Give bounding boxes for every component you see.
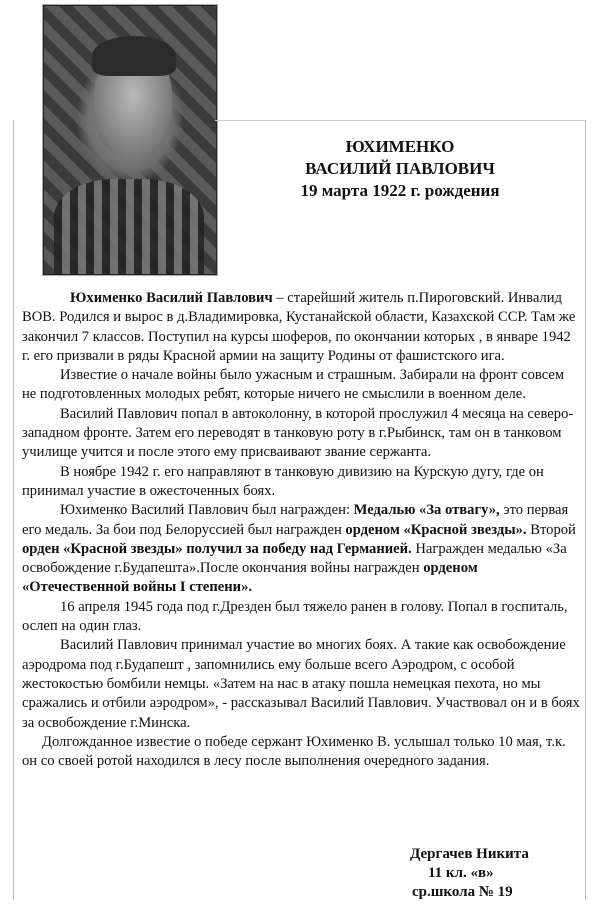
frame-border-right [585,120,586,900]
awards-bold-3: орден «Красной звезды» получил за победу над Германией. [22,540,412,557]
paragraph-war-start: Известие о начале войны было ужасным и страшным. Забирали на фронт совсем не подготовленных молодых ребят, которые ничего не смыслили в военном деле. [22,367,565,403]
paragraph-awards [22,501,582,597]
signature-class: 11 кл. «в» [428,865,494,881]
paragraph-kursk: В ноябре 1942 г. его направляют в танковую дивизию на Курскую дугу, где он принимал участие в ожесточенных боях. [22,463,544,499]
photo-shirt [54,179,204,274]
paragraph-intro [22,289,582,366]
awards-text-3: Второй [526,521,576,538]
title-birth: 19 марта 1922 г. рождения [300,181,500,200]
signature-author: Дергачев Никита [410,846,529,862]
signature-block [410,845,590,902]
awards-text-1: Юхименко Василий Павлович был награжден: [60,502,354,519]
paragraph-battles: Василий Павлович принимал участие во многих боях. А такие как освобождение аэродрома под г.Будапешт , запомнились ему больше всего Аэродром, с особой жестокостью бомбили немцы. «Затем на нас в атаку пошла немецкая пехота, но мы сражались и отбили аэродром», - рассказывал Василий Павлович. Участвовал он и в боях за освобождение г.Минска. [22,637,580,731]
title-name: ВАСИЛИЙ ПАВЛОВИЧ [305,159,495,178]
paragraph-wounded: 16 апреля 1945 года под г.Дрезден был тяжело ранен в голову. Попал в госпиталь, ослеп на один глаз. [22,598,568,635]
awards-bold-2: орденом «Красной звезды». [345,521,527,538]
paragraph-service: Василий Павлович попал в автоколонну, в которой прослужил 4 месяца на северо-западном фронте. Затем его переводят в танковую роту в г.Рыбинск, там он в танковом училище учится и после этого ему присваивают звание сержанта. [22,405,574,461]
intro-bold-name: Юхименко Василий Павлович [70,290,273,306]
paragraph-victory: Долгожданное известие о победе сержант Юхименко В. услышал только 10 мая, т.к. он со своей ротой находился в лесу после выполнения очередного задания. [22,733,566,770]
title-surname: ЮХИМЕНКО [345,137,455,156]
intro-text: – старейший житель п.Пироговский. Инвалид ВОВ. Родился и вырос в д.Владимировка, Кустанайской области, Казахской ССР. Там же закончил 7 классов. Поступил на курсы шоферов, по окончании которых , в январе 1942 г. его призвали в ряды Красной армии на защиту Родины от фашистского ига. [22,290,576,364]
frame-border-top [215,120,585,121]
signature-school: ср.школа № 19 [412,884,513,900]
awards-text-2: это первая его медаль. За бои под Белоруссией был награжден [22,502,569,538]
awards-bold-1: Медалью «За отвагу», [353,502,500,519]
awards-text-4: Награжден медалью «За освобождение г.Будапешта».После окончания войны награжден [22,540,567,577]
awards-bold-4: орденом «Отечественной войны I степени». [22,560,478,596]
document-title [255,136,545,202]
portrait-photo [43,5,217,275]
photo-hair [92,36,176,76]
biography-text [22,289,582,771]
frame-border-left [13,120,14,900]
